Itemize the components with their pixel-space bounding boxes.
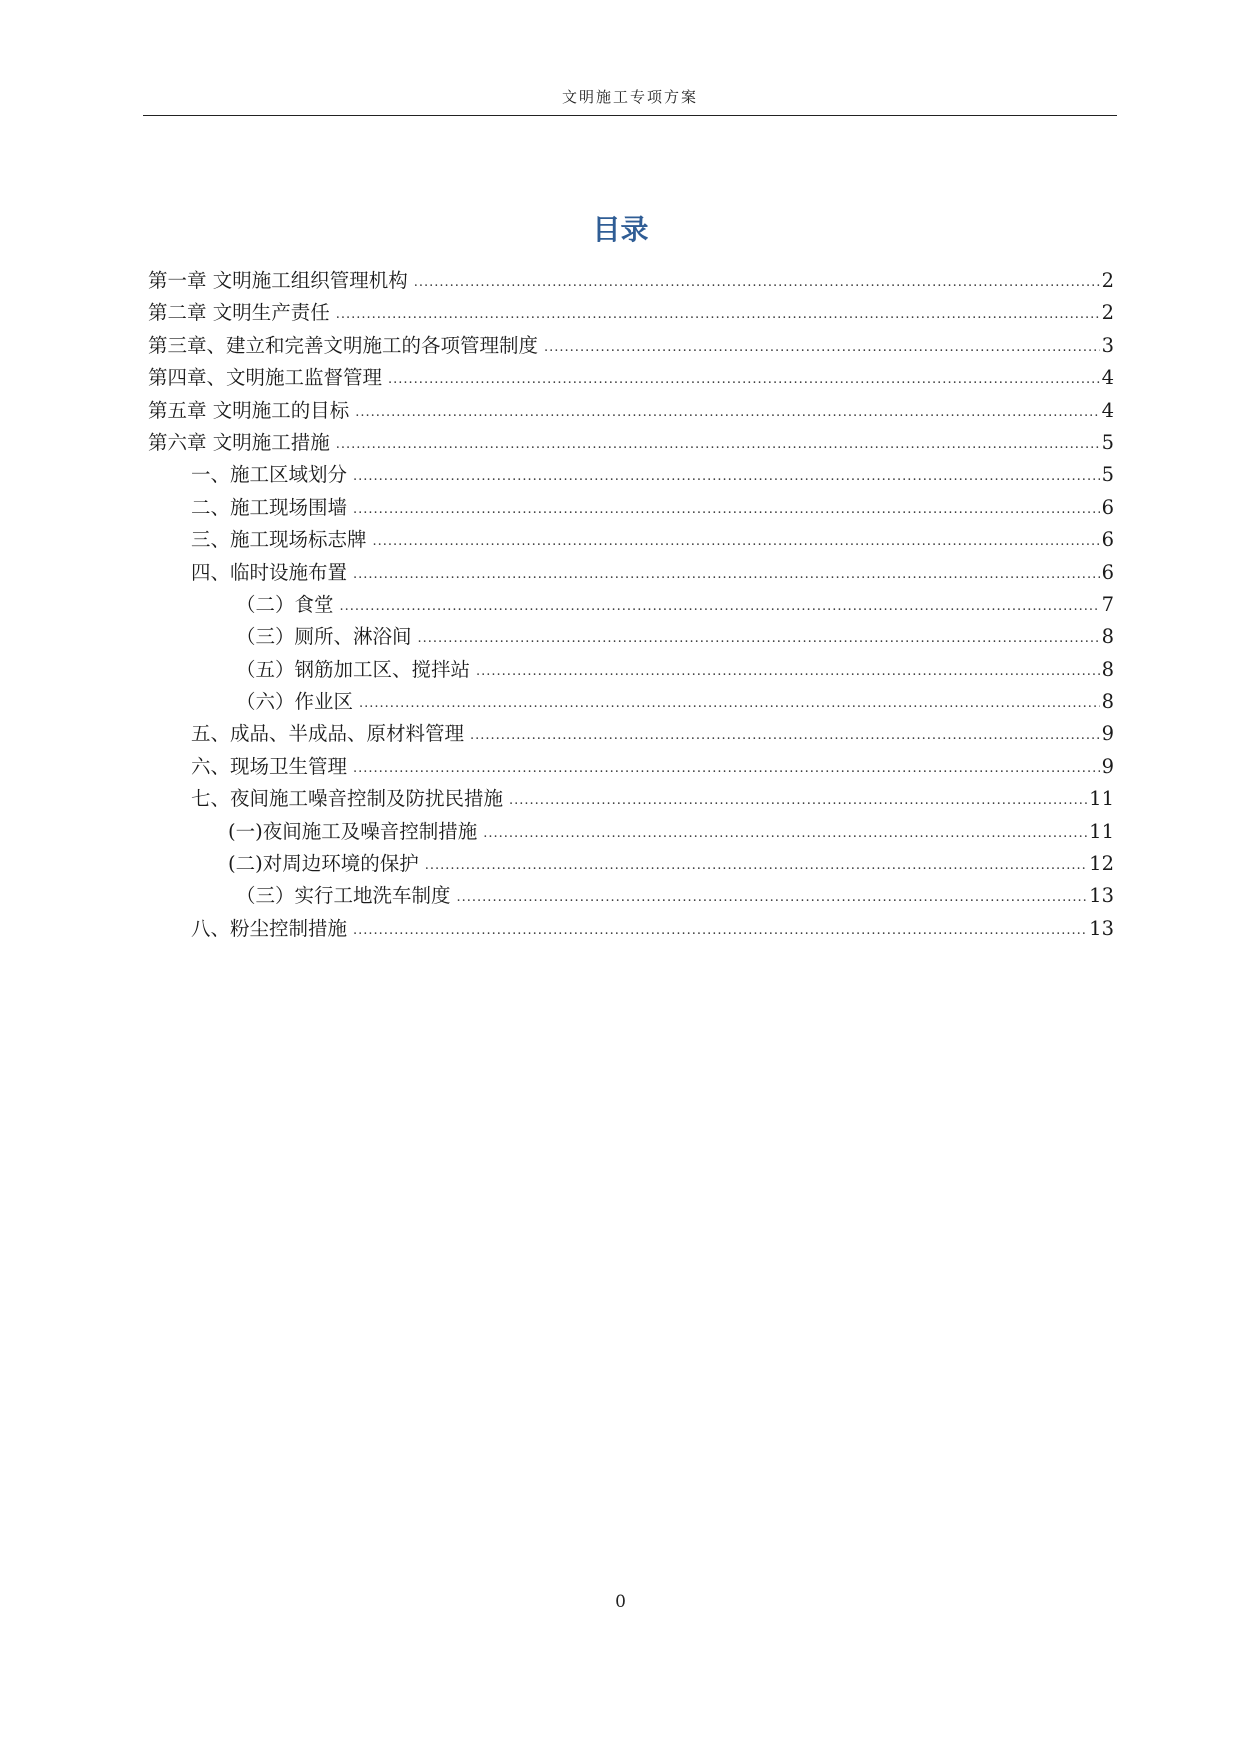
toc-entry-label: 第五章 文明施工的目标 [148,398,350,422]
toc-entry[interactable] [148,751,1114,783]
toc-dot-leader [509,785,1087,817]
toc-entry-label: （三）实行工地洗车制度 [236,884,451,908]
toc-entry-page: 8 [1101,690,1114,714]
toc-entry[interactable] [148,589,1114,621]
toc-entry-label: 第四章、文明施工监督管理 [148,366,383,390]
toc-entry-page: 5 [1101,463,1114,487]
toc-dot-leader [355,397,1099,429]
toc-entry[interactable] [148,880,1114,912]
toc-entry[interactable] [148,427,1114,459]
toc-entry[interactable] [148,848,1114,880]
toc-entry-label: （二）食堂 [236,592,334,616]
toc-entry[interactable] [148,718,1114,750]
toc-entry[interactable] [148,395,1114,427]
toc-dot-leader [336,429,1100,461]
toc-dot-leader [359,688,1100,720]
toc-dot-leader [340,591,1100,623]
toc-entry-label: 六、现场卫生管理 [191,754,348,778]
toc-entry-label: 第三章、建立和完善文明施工的各项管理制度 [148,333,539,357]
toc-entry-label: 七、夜间施工噪音控制及防扰民措施 [191,787,504,811]
toc-entry-label: 八、粉尘控制措施 [191,916,348,940]
toc-dot-leader [373,526,1100,558]
table-of-contents [148,265,1114,945]
toc-entry-label: （五）钢筋加工区、搅拌站 [236,657,471,681]
toc-entry[interactable] [148,492,1114,524]
toc-entry-label: （三）厕所、淋浴间 [236,625,412,649]
toc-dot-leader [470,720,1100,752]
toc-entry-label: 第六章 文明施工措施 [148,430,330,454]
toc-entry[interactable] [148,686,1114,718]
toc-entry-page: 12 [1089,852,1114,876]
header-title: 文明施工专项方案 [561,88,698,106]
toc-entry-label: 四、临时设施布置 [191,560,348,584]
page-number: 0 [615,1592,626,1612]
toc-dot-leader [353,753,1100,785]
toc-dot-leader [336,299,1100,331]
toc-entry-page: 8 [1101,657,1114,681]
page-header [143,82,1117,116]
toc-entry[interactable] [148,459,1114,491]
toc-entry-page: 6 [1101,528,1114,552]
toc-entry-page: 9 [1101,722,1114,746]
toc-entry-label: 三、施工现场标志牌 [191,528,367,552]
toc-entry-label: 二、施工现场围墙 [191,495,348,519]
toc-entry[interactable] [148,654,1114,686]
toc-entry-label: 一、施工区域划分 [191,463,348,487]
toc-title: 目录 [592,213,649,246]
toc-entry-page: 5 [1101,430,1114,454]
toc-entry[interactable] [148,362,1114,394]
toc-entry[interactable] [148,557,1114,589]
toc-entry-page: 6 [1101,560,1114,584]
toc-entry-page: 6 [1101,495,1114,519]
toc-entry-label: 第二章 文明生产责任 [148,301,330,325]
toc-entry[interactable] [148,783,1114,815]
toc-entry[interactable] [148,297,1114,329]
toc-entry-label: 五、成品、半成品、原材料管理 [191,722,465,746]
toc-dot-leader [544,332,1100,364]
toc-entry[interactable] [148,816,1114,848]
toc-entry-page: 4 [1101,398,1114,422]
toc-dot-leader [388,364,1100,396]
toc-dot-leader [418,623,1100,655]
toc-entry[interactable] [148,330,1114,362]
toc-entry-label: (一)夜间施工及噪音控制措施 [228,819,478,843]
toc-entry[interactable] [148,265,1114,297]
toc-dot-leader [483,818,1087,850]
toc-entry-page: 13 [1089,884,1114,908]
toc-entry-page: 13 [1089,916,1114,940]
toc-entry-page: 2 [1101,269,1114,292]
toc-entry-label: （六）作业区 [236,690,354,714]
toc-entry-label: (二)对周边环境的保护 [228,852,419,876]
toc-dot-leader [476,656,1100,688]
toc-entry-page: 11 [1089,787,1114,811]
toc-entry[interactable] [148,913,1114,945]
toc-entry-label: 第一章 文明施工组织管理机构 [148,269,408,292]
toc-entry[interactable] [148,621,1114,653]
toc-entry-page: 4 [1101,366,1114,390]
toc-entry-page: 11 [1089,819,1114,843]
toc-dot-leader [425,850,1087,882]
toc-entry-page: 2 [1101,301,1114,325]
toc-dot-leader [353,494,1100,526]
toc-entry-page: 3 [1101,333,1114,357]
toc-dot-leader [353,559,1100,591]
toc-entry-page: 8 [1101,625,1114,649]
toc-dot-leader [353,461,1100,493]
toc-dot-leader [457,882,1088,914]
toc-entry[interactable] [148,524,1114,556]
toc-dot-leader [353,915,1087,947]
toc-entry-page: 7 [1101,592,1114,616]
toc-entry-page: 9 [1101,754,1114,778]
toc-dot-leader [414,267,1100,299]
